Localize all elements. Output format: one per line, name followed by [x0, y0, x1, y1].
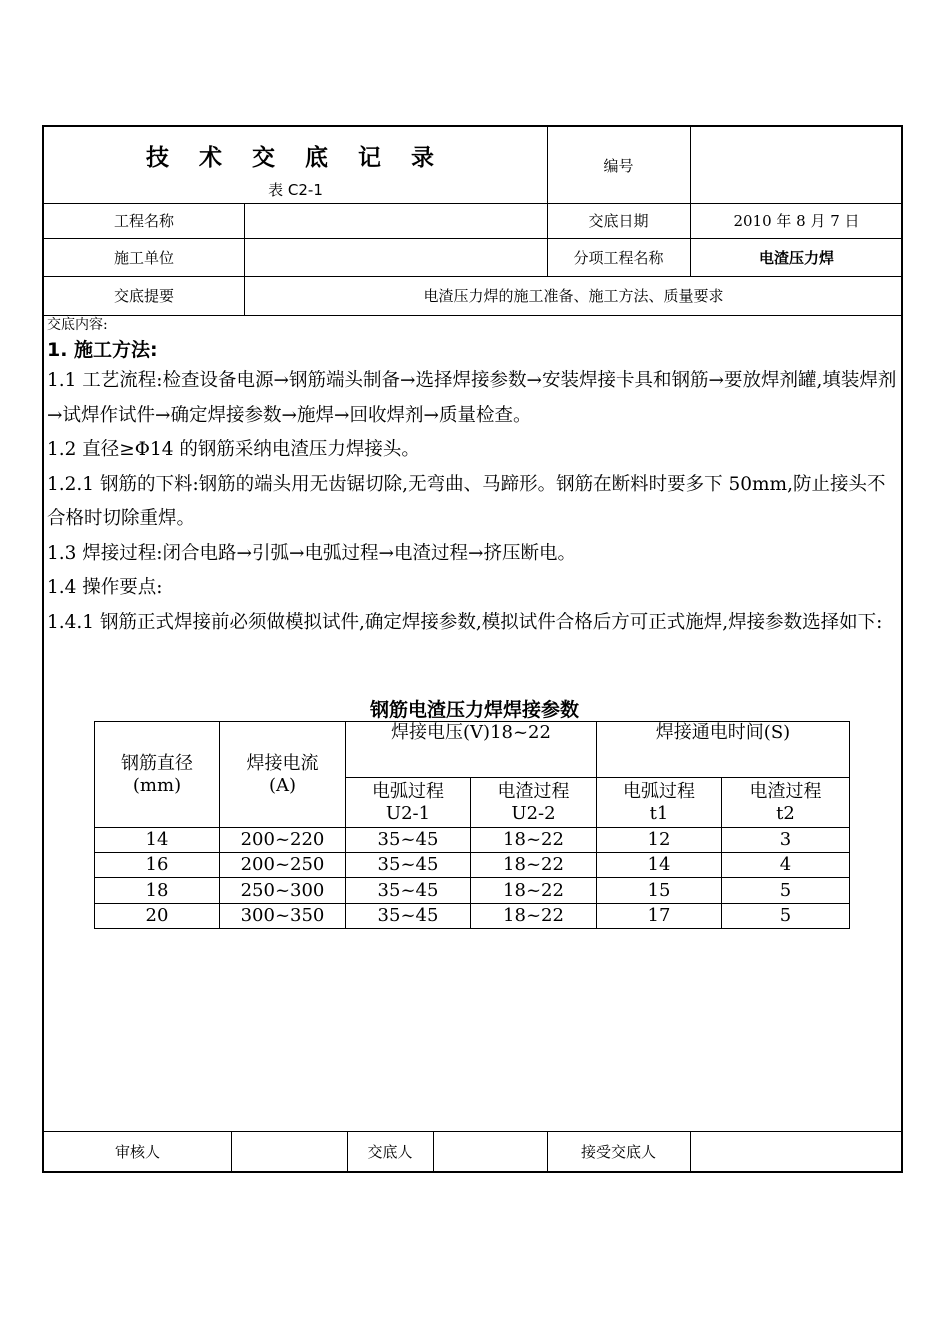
header-slag-time-text: 电渣过程 — [749, 780, 822, 802]
number-value — [690, 127, 903, 203]
cell-slag-voltage: 18~22 — [471, 828, 597, 853]
header-slag-voltage — [471, 778, 597, 828]
unit-value — [244, 238, 547, 276]
header-slag-time — [722, 778, 850, 828]
cell-current: 250~300 — [220, 878, 346, 904]
cell-diameter: 16 — [95, 853, 220, 878]
table-row — [95, 878, 850, 904]
disclosure-record-form — [42, 125, 903, 1173]
cell-arc-time: 15 — [597, 878, 722, 904]
form-code: 表 C2-1 — [268, 181, 323, 199]
table-row — [95, 904, 850, 929]
paragraph-welding-process: 1.3 焊接过程:闭合电路→引弧→电弧过程→电渣过程→挤压断电。 — [47, 542, 577, 564]
header-voltage-group: 焊接电压(V)18~22 — [346, 722, 597, 778]
cell-diameter: 20 — [95, 904, 220, 929]
cell-slag-time: 3 — [722, 828, 850, 853]
cell-current: 200~220 — [220, 828, 346, 853]
reviewer-label: 审核人 — [114, 1142, 160, 1161]
header-arc-voltage — [346, 778, 471, 828]
header-slag-voltage-code: U2-2 — [511, 802, 556, 824]
cell-current: 300~350 — [220, 904, 346, 929]
cell-arc-voltage: 35~45 — [346, 828, 471, 853]
cell-slag-time: 5 — [722, 904, 850, 929]
header-arc-time — [597, 778, 722, 828]
header-slag-voltage-text: 电渣过程 — [497, 780, 570, 802]
project-name-label: 工程名称 — [113, 212, 174, 230]
unit-label: 施工单位 — [113, 248, 174, 267]
table-row — [95, 828, 850, 853]
project-name-value — [244, 203, 547, 238]
number-label: 编号 — [603, 156, 634, 175]
header-current-unit: (A) — [268, 774, 297, 796]
header-arc-voltage-code: U2-1 — [385, 802, 431, 824]
cell-arc-time: 12 — [597, 828, 722, 853]
param-table-title: 钢筋电渣压力焊焊接参数 — [369, 699, 579, 721]
summary-label: 交底提要 — [113, 287, 174, 305]
section-title: 1. 施工方法: — [47, 339, 158, 361]
header-diameter — [95, 722, 220, 828]
sub-project-value: 电渣压力焊 — [758, 248, 834, 267]
cell-slag-voltage: 18~22 — [471, 878, 597, 904]
content-label: 交底内容: — [47, 317, 108, 333]
paragraph-key-points: 1.4 操作要点: — [47, 577, 163, 598]
reviewer-value — [231, 1131, 347, 1171]
discloser-value — [433, 1131, 547, 1171]
table-row — [95, 853, 850, 878]
welding-parameter-table — [94, 721, 850, 929]
paragraph-trial-specimen: 1.4.1 钢筋正式焊接前必须做模拟试件,确定焊接参数,模拟试件合格后方可正式施焊,焊接参数选择如下: — [47, 611, 883, 633]
cell-slag-time: 5 — [722, 878, 850, 904]
summary-value: 电渣压力焊的施工准备、施工方法、质量要求 — [423, 287, 724, 305]
header-slag-time-code: t2 — [776, 802, 795, 824]
cell-arc-time: 14 — [597, 853, 722, 878]
header-current — [220, 722, 346, 828]
cell-arc-voltage: 35~45 — [346, 904, 471, 929]
date-label: 交底日期 — [588, 212, 649, 230]
form-title: 技 术 交 底 记 录 — [145, 145, 446, 171]
header-diameter-unit: (mm) — [132, 774, 182, 796]
cell-diameter: 14 — [95, 828, 220, 853]
date-value: 2010 年 8 月 7 日 — [733, 212, 860, 230]
cell-arc-time: 17 — [597, 904, 722, 929]
receiver-value — [690, 1131, 903, 1171]
header-current-text: 焊接电流 — [246, 752, 319, 774]
paragraph-joint-scope: 1.2 直径≥Φ14 的钢筋采纳电渣压力焊接头。 — [47, 439, 420, 460]
paragraph-cutting: 1.2.1 钢筋的下料:钢筋的端头用无齿锯切除,无弯曲、马蹄形。钢筋在断料时要多下 50mm,防止接头不合格时切除重焊。 — [47, 473, 886, 529]
header-arc-time-text: 电弧过程 — [623, 780, 695, 802]
header-time-group: 焊接通电时间(S) — [597, 722, 850, 778]
cell-diameter: 18 — [95, 878, 220, 904]
disclosure-content — [47, 316, 903, 640]
paragraph-process-flow: 1.1 工艺流程:检查设备电源→钢筋端头制备→选择焊接参数→安装焊接卡具和钢筋→要放焊剂罐,填装焊剂→试焊作试件→确定焊接参数→施焊→回收焊剂→质量检查。 — [47, 370, 897, 426]
cell-arc-voltage: 35~45 — [346, 853, 471, 878]
cell-slag-voltage: 18~22 — [471, 904, 597, 929]
sub-project-label: 分项工程名称 — [573, 248, 664, 267]
cell-arc-voltage: 35~45 — [346, 878, 471, 904]
discloser-label: 交底人 — [367, 1142, 413, 1161]
header-arc-time-code: t1 — [649, 802, 669, 824]
header-arc-voltage-text: 电弧过程 — [372, 780, 444, 802]
header-diameter-text: 钢筋直径 — [121, 752, 193, 774]
cell-current: 200~250 — [220, 853, 346, 878]
cell-slag-time: 4 — [722, 853, 850, 878]
receiver-label: 接受交底人 — [580, 1142, 656, 1161]
cell-slag-voltage: 18~22 — [471, 853, 597, 878]
